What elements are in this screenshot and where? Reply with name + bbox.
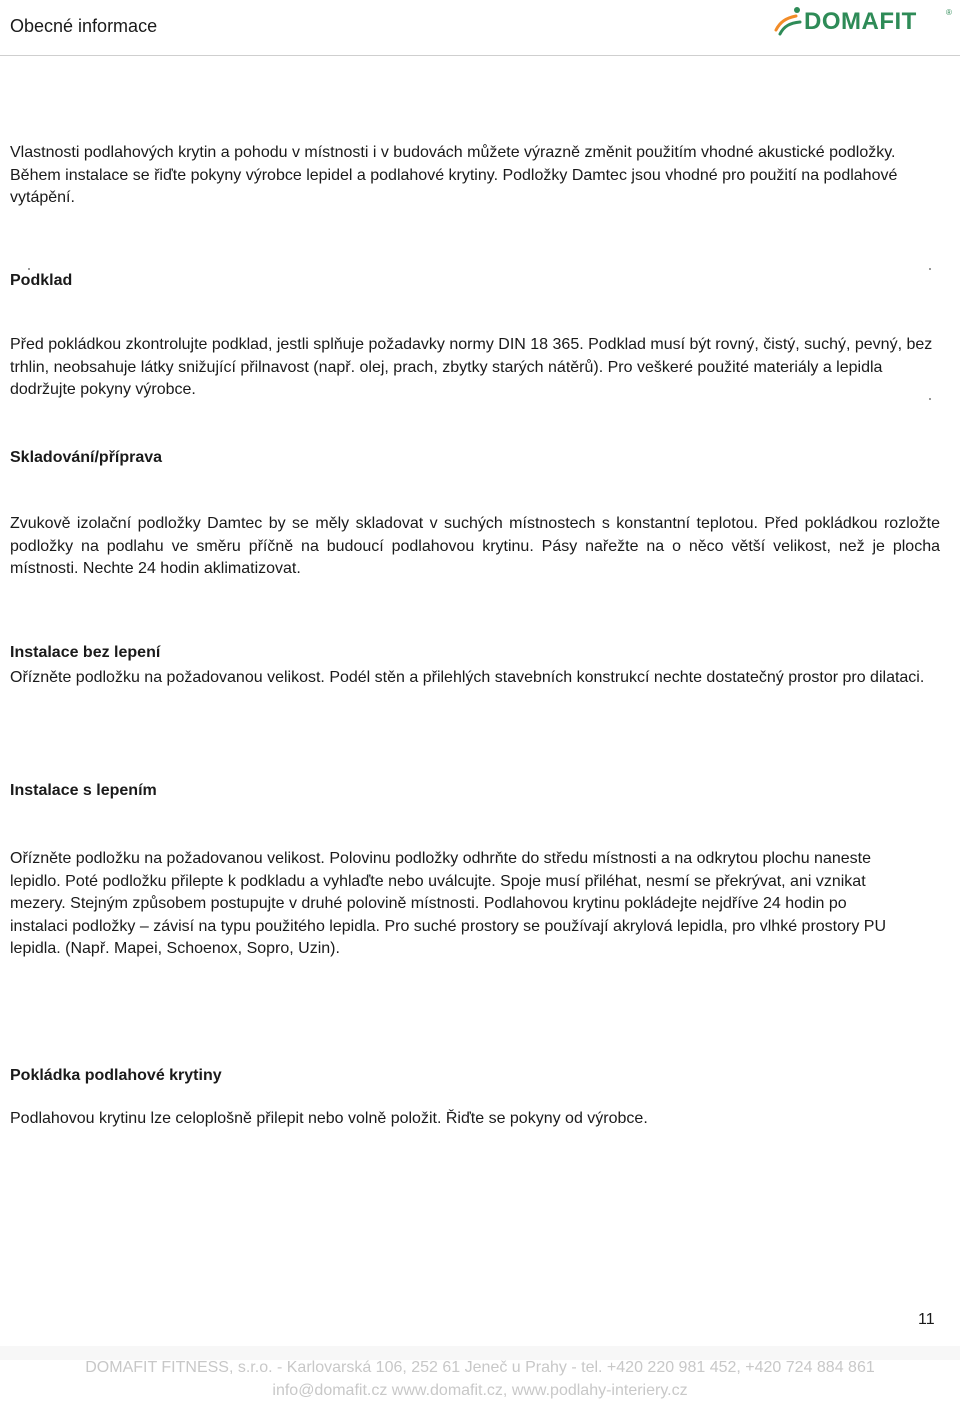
decorative-dot <box>929 268 931 270</box>
logo-text: DOMAFIT <box>804 8 917 35</box>
page-header <box>0 0 960 56</box>
logo-trademark: ® <box>946 8 952 17</box>
bez-lepeni-paragraph: Ořízněte podložku na požadovanou velikost. Podél stěn a přilehlých stavebních konstrukcí nechte dostatečný prostor pro dilataci. <box>10 669 925 686</box>
s-lepenim-paragraph: Ořízněte podložku na požadovanou velikost. Polovinu podložky odhrňte do středu místnosti a na odkrytou plochu naneste lepidlo. Poté podložku přilepte k podkladu a vyhlaďte nebo uválcujte. Spoje musí přiléhat, nesmí se překrývat, ani vznikat mezery. Stejným způsobem postupujte v druhé polovině místnosti. Podlahovou krytinu pokládejte nejdříve 24 hodin po instalaci podložky – závisí na typu použitého lepidla. Pro suché prostory se používají akrylová lepidla, pro vlhké prostory PU lepidla. (Např. Mapei, Schoenox, Sopro, Uzin). <box>10 850 887 957</box>
heading-s-lepenim: Instalace s lepením <box>10 782 157 799</box>
header-title: Obecné informace <box>10 16 158 36</box>
footer-band <box>0 1346 960 1360</box>
heading-bez-lepeni: Instalace bez lepení <box>10 644 161 661</box>
decorative-dot <box>929 398 931 400</box>
header-divider <box>0 55 960 56</box>
heading-pokladka: Pokládka podlahové krytiny <box>10 1067 222 1084</box>
pokladka-paragraph: Podlahovou krytinu lze celoplošně přilepit nebo volně položit. Řiďte se pokyny od výrobce. <box>10 1110 648 1127</box>
page-number: 11 <box>918 1311 935 1328</box>
footer-contacts: info@domafit.cz www.domafit.cz, www.podlahy-interiery.cz <box>272 1382 688 1399</box>
podklad-paragraph: Před pokládkou zkontrolujte podklad, jestli splňuje požadavky normy DIN 18 365. Podklad musí být rovný, čistý, suchý, pevný, bez trhlin, neobsahuje látky snižující přilnavost (např. olej, prach, zbytky starých nátěrů). Pro veškeré použité materiály a lepidla dodržujte pokyny výrobce. <box>10 336 933 398</box>
footer-address: DOMAFIT FITNESS, s.r.o. - Karlovarská 106, 252 61 Jeneč u Prahy - tel. +420 220 981 452, +420 724 884 861 <box>85 1359 875 1376</box>
skladovani-paragraph: Zvukově izolační podložky Damtec by se měly skladovat v suchých místnostech s konstantní teplotou. Před pokládkou rozložte podložky na podlahu ve směru příčně na budoucí podlahovou krytinu. Pásy nařežte na o něco větší velikost, než je plocha místnosti. Nechte 24 hodin aklimatizovat. <box>10 515 940 577</box>
heading-skladovani: Skladování/příprava <box>10 449 163 466</box>
runner-swoosh-icon <box>770 4 804 38</box>
intro-paragraph: Vlastnosti podlahových krytin a pohodu v místnosti i v budovách můžete výrazně změnit použitím vhodné akustické podložky. Během instalace se řiďte pokyny výrobce lepidel a podlahové krytiny. Podložky Damtec jsou vhodné pro použití na podlahové vytápění. <box>10 144 898 206</box>
domafit-logo <box>770 4 956 38</box>
heading-podklad: Podklad <box>10 272 73 289</box>
